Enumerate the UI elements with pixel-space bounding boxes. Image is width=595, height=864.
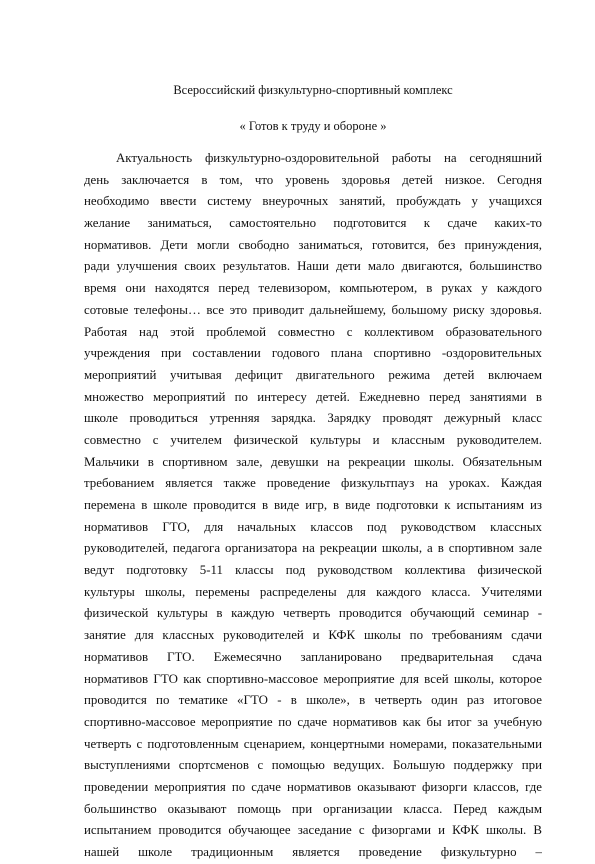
paragraph-line: Работая над этой проблемой совместно с коллективом образовательного xyxy=(84,324,542,339)
paragraph-line: занятие для классных руководителей и КФК школы по требованиям сдачи xyxy=(84,628,542,643)
paragraph-line: время они находятся перед телевизором, компьютером, в руках у каждого xyxy=(84,281,542,296)
paragraph-line: культуры школы, перемены распределены для каждого класса. Учителями xyxy=(84,584,542,599)
paragraph-line: перемена в школе проводится в виде игр, в виде подготовки к испытаниям из xyxy=(84,498,542,512)
paragraph-line: желание заниматься, самостоятельно подготовится к сдаче каких-то xyxy=(84,216,542,231)
paragraph-line: выступлениями спортсменов с помощью ведущих. Большую поддержку при xyxy=(84,758,542,773)
paragraph-line: испытанием проводится обучающее заседание с физоргами и КФК школы. В xyxy=(84,823,542,838)
paragraph-line: школе проводиться утренняя зарядка. Зарядку проводят дежурный класс xyxy=(84,411,542,426)
paragraph-line: нормативов. Дети могли свободно заниматься, готовится, без принуждения, xyxy=(84,237,542,252)
paragraph-line: день заключается в том, что уровень здоровья детей низкое. Сегодня xyxy=(84,172,542,187)
paragraph-line: четверть с подготовленным сценарием, концертными номерами, показательными xyxy=(84,736,542,751)
paragraph-line: Актуальность физкультурно-оздоровительной работы на сегодняшний xyxy=(116,151,542,165)
paragraph-line: физической культуры в каждую четверть проводится обучающий семинар - xyxy=(84,606,542,621)
document-body xyxy=(84,148,542,864)
paragraph-line: большинство оказывают помощь при организации класса. Перед каждым xyxy=(84,801,542,816)
paragraph-line: необходимо ввести систему внеурочных занятий, пробуждать у учащихся xyxy=(84,194,542,209)
paragraph-line: нормативов ГТО, для начальных классов под руководством классных xyxy=(84,519,542,534)
paragraph-line: руководителей, педагога организатора на рекреации школы, а в спортивном зале xyxy=(84,541,542,556)
document-title: Всероссийский физкультурно-спортивный комплекс xyxy=(173,83,453,97)
paragraph-line: совместно с учителем физической культуры и классным руководителем. xyxy=(84,432,542,447)
paragraph-line: нормативов ГТО. Ежемесячно запланировано предварительная сдача xyxy=(84,649,542,664)
paragraph-line: проводится по тематике «ГТО - в школе», в четверть один раз итоговое xyxy=(84,693,542,708)
paragraph-line: ради улучшения своих результатов. Наши дети мало двигаются, большинство xyxy=(84,259,542,274)
paragraph-line: мероприятий учитывая дефицит двигательного режима детей включаем xyxy=(84,367,542,382)
paragraph-line: требованием является также проведение физкультпауз на уроках. Каждая xyxy=(84,476,542,491)
document-subtitle: « Готов к труду и обороне » xyxy=(239,119,387,133)
paragraph-line: сотовые телефоны… все это приводит дальнейшему, большому риску здоровья. xyxy=(84,302,542,317)
paragraph-line: нормативов ГТО как спортивно-массовое мероприятие для всей школы, которое xyxy=(84,671,542,686)
paragraph-line: Мальчики в спортивном зале, девушки на рекреации школы. Обязательным xyxy=(84,454,542,469)
paragraph-line: множество мероприятий по интересу детей. Ежедневно перед занятиями в xyxy=(84,389,542,404)
paragraph-line: ведут подготовку 5-11 классы под руководством коллектива физической xyxy=(84,563,542,578)
paragraph-line: проведении мероприятия по сдаче нормативов оказывают физорги классов, где xyxy=(84,779,542,794)
paragraph-line: нашей школе традиционным является проведение физкультурно – xyxy=(84,845,542,859)
paragraph-line: учреждения при составлении годового плана спортивно -оздоровительных xyxy=(84,346,542,361)
paragraph-line: спортивно-массовое мероприятие по сдаче нормативов как бы итог за учебную xyxy=(84,714,542,729)
